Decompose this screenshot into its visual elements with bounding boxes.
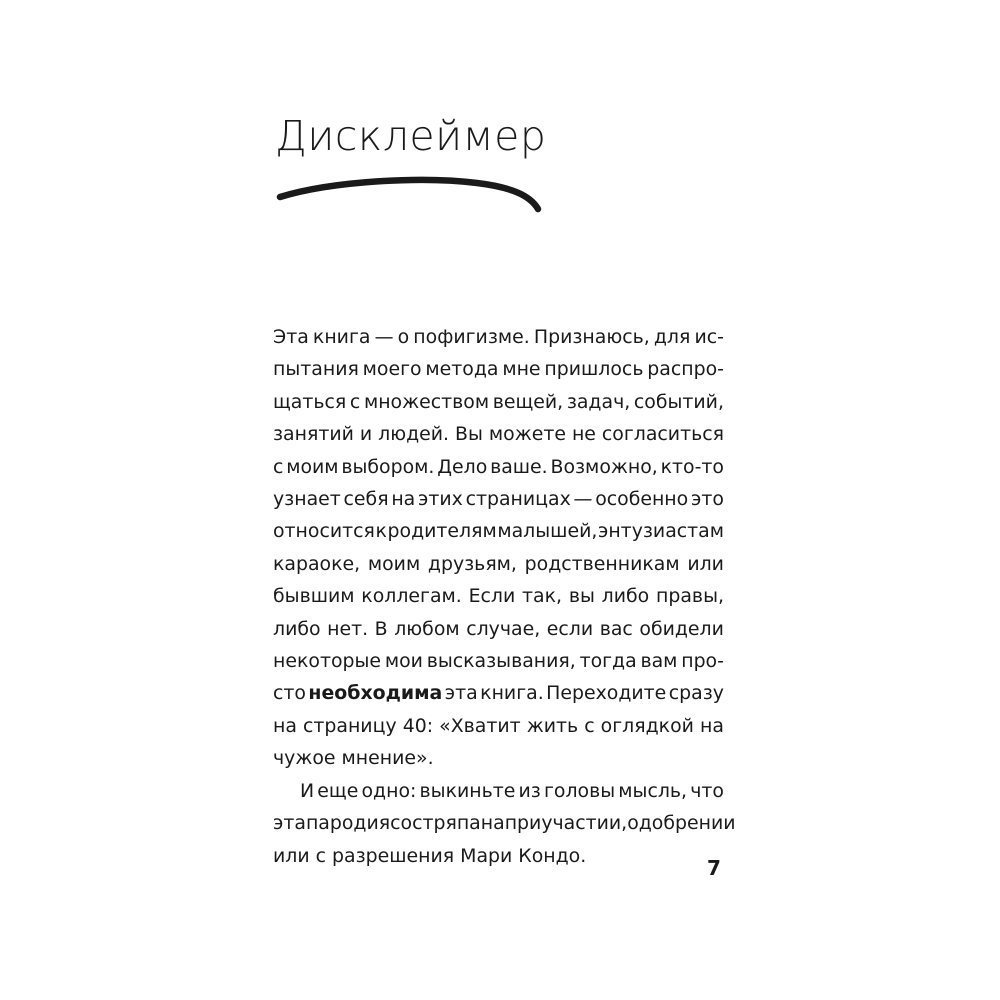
word: жить <box>526 714 579 737</box>
word: страницах <box>465 488 571 511</box>
word: высказывания, <box>426 650 576 673</box>
page-number: 7 <box>707 856 721 880</box>
word: любом <box>394 617 460 640</box>
word: это <box>690 488 724 511</box>
text-line-last: чужое мнение». <box>273 747 434 770</box>
word: пофигизме. <box>413 326 530 348</box>
word: выкиньте <box>419 779 516 802</box>
word: про- <box>681 650 724 673</box>
word: — <box>573 488 593 511</box>
word: одно: <box>361 779 417 802</box>
word: относится <box>273 520 375 543</box>
word: — <box>374 326 394 348</box>
word: родителям <box>387 520 497 543</box>
word: распро- <box>647 358 724 381</box>
word: Возможно, <box>550 455 658 478</box>
word: событий, <box>633 390 724 413</box>
word: вас <box>599 617 633 640</box>
word: щаться <box>273 390 347 413</box>
word: родственникам <box>524 552 680 575</box>
text-line <box>273 483 724 515</box>
chapter-heading: Дисклеймер <box>275 112 547 160</box>
word: вы <box>568 585 595 608</box>
word: сто <box>273 682 306 705</box>
word: моим <box>286 455 339 478</box>
word: ваше. <box>490 455 548 478</box>
curved-underline-stroke <box>280 180 538 209</box>
text-line <box>273 353 724 385</box>
word: выбором. <box>341 455 435 478</box>
word: кто-то <box>660 455 724 478</box>
word: узнает <box>273 488 341 511</box>
word: или <box>687 552 724 575</box>
word: к <box>375 520 387 543</box>
word: с <box>349 390 361 413</box>
word: страницу <box>303 714 397 737</box>
word: эта <box>273 812 306 835</box>
word: книга. <box>480 682 544 705</box>
word: обидели <box>639 617 724 640</box>
body-text <box>273 321 736 872</box>
word: что <box>690 779 724 802</box>
text-line <box>273 418 724 450</box>
word: моего <box>362 358 422 381</box>
word: одобрении <box>627 812 736 835</box>
word: на <box>391 488 416 511</box>
word: либо <box>601 585 650 608</box>
word: так, <box>522 585 563 608</box>
word: пришлось <box>544 358 644 381</box>
word: либо <box>273 617 321 640</box>
text-line <box>273 677 724 709</box>
text-line <box>273 321 724 353</box>
word: мне <box>502 358 541 381</box>
word: на <box>699 714 724 737</box>
word: если <box>546 617 594 640</box>
word: и <box>359 423 373 446</box>
text-line-last: или с разрешения Мари Кондо. <box>273 844 587 867</box>
word: из <box>518 779 541 802</box>
text-line <box>273 386 724 418</box>
curved-underline-decoration <box>272 170 547 220</box>
word: задач, <box>566 390 631 413</box>
word: некоторые <box>273 650 382 673</box>
word: себя <box>343 488 389 511</box>
word: особенно <box>595 488 689 511</box>
word: эта <box>444 682 478 705</box>
word: состряпана <box>390 812 505 835</box>
word: участии, <box>541 812 628 835</box>
text-line <box>273 515 724 547</box>
word: этих <box>418 488 463 511</box>
word: Эта <box>273 326 309 348</box>
word: И <box>300 779 315 802</box>
word: друзьям, <box>427 552 517 575</box>
word: сразу <box>668 682 724 705</box>
text-line <box>273 775 724 807</box>
word: вам <box>640 650 678 673</box>
paragraph-1 <box>273 321 724 775</box>
word: пародия <box>305 812 391 835</box>
word: Признаюсь, <box>533 326 650 348</box>
word: 40: <box>402 714 434 737</box>
word: для <box>653 326 691 348</box>
text-line <box>273 451 724 483</box>
word: книга <box>312 326 371 348</box>
word: бывшим <box>273 585 355 608</box>
word: Вы <box>455 423 483 446</box>
word: пытания <box>273 358 359 381</box>
text-line <box>273 710 724 742</box>
word: нет. <box>327 617 369 640</box>
word: моим <box>367 552 421 575</box>
word: малышей, <box>497 520 598 543</box>
word: Переходите <box>546 682 667 705</box>
text-line <box>273 807 736 839</box>
word: ис- <box>694 326 724 348</box>
word: «Хватит <box>439 714 521 737</box>
word: можете <box>488 423 566 446</box>
paragraph-2 <box>273 775 736 872</box>
word: мои <box>384 650 423 673</box>
word: тогда <box>579 650 637 673</box>
word: не <box>571 423 596 446</box>
word: коллегам. <box>361 585 462 608</box>
word: занятий <box>273 423 354 446</box>
word: энтузиастам <box>597 520 724 543</box>
word: людей. <box>378 423 450 446</box>
word: метода <box>425 358 499 381</box>
word: оглядкой <box>600 714 694 737</box>
word: вещей, <box>492 390 564 413</box>
text-line <box>273 645 724 677</box>
word: караоке, <box>273 552 361 575</box>
word: правы, <box>656 585 724 608</box>
word: Дело <box>437 455 488 478</box>
word: еще <box>317 779 359 802</box>
word: при <box>504 812 542 835</box>
word: В <box>374 617 388 640</box>
word: с <box>584 714 595 737</box>
word: на <box>273 714 297 737</box>
text-line <box>273 613 724 645</box>
word: головы <box>543 779 616 802</box>
text-line <box>273 580 724 612</box>
word: о <box>397 326 410 348</box>
text-line <box>273 548 724 580</box>
word: мысль, <box>618 779 688 802</box>
word: согласиться <box>601 423 724 446</box>
word: Если <box>468 585 516 608</box>
word: случае, <box>466 617 541 640</box>
word: с <box>273 455 284 478</box>
word: множеством <box>363 390 490 413</box>
word: необходима <box>308 682 443 705</box>
